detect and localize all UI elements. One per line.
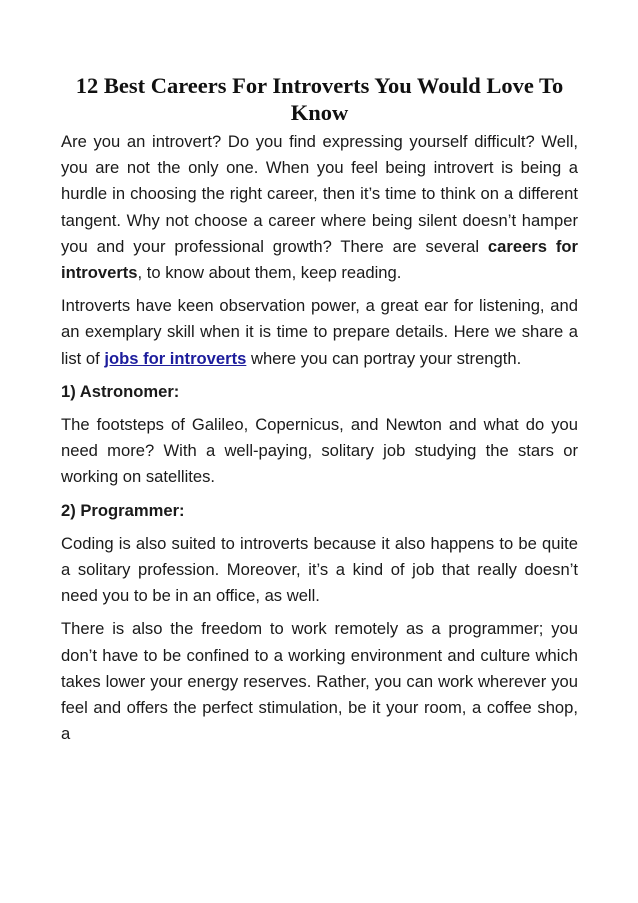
observation-text-end: where you can portray your strength.	[246, 348, 522, 368]
intro-paragraph	[61, 129, 578, 286]
intro-bold-phrase: careers for introverts	[61, 236, 578, 283]
programmer-paragraph-2: There is also the freedom to work remotely as a programmer; you don’t have to be confined to a working environment and culture which takes lower your energy reserves. Rather, you can work wherever you feel and offers the perfect stimulation, be it your room, a coffee shop, a	[61, 619, 578, 744]
intro-text: Are you an introvert? Do you find expressing yourself difficult? Well, you are not the only one. When you feel being introvert is being a hurdle in choosing the right career, then it’s time to think on a different tangent. Why not choose a career where being silent doesn’t hamper you and your professional growth? There are several	[61, 132, 578, 256]
observation-paragraph	[61, 293, 578, 372]
jobs-for-introverts-link[interactable]: jobs for introverts	[104, 348, 247, 368]
programmer-paragraph-1: Coding is also suited to introverts because it also happens to be quite a solitary profession. Moreover, it’s a kind of job that really doesn’t need you to be in an office, as well.	[61, 533, 578, 606]
astronomer-paragraph: The footsteps of Galileo, Copernicus, and Newton and what do you need more? With a well-paying, solitary job studying the stars or working on satellites.	[61, 415, 578, 487]
document-page	[61, 72, 578, 754]
page-title: 12 Best Careers For Introverts You Would Love To Know	[75, 73, 564, 125]
intro-text-end: , to know about them, keep reading.	[137, 263, 402, 283]
section-heading-astronomer: 1) Astronomer:	[61, 381, 180, 401]
section-heading-programmer: 2) Programmer:	[61, 500, 185, 520]
observation-text: Introverts have keen observation power, a great ear for listening, and an exemplary skill when it is time to prepare details. Here we share a list of	[61, 296, 578, 368]
